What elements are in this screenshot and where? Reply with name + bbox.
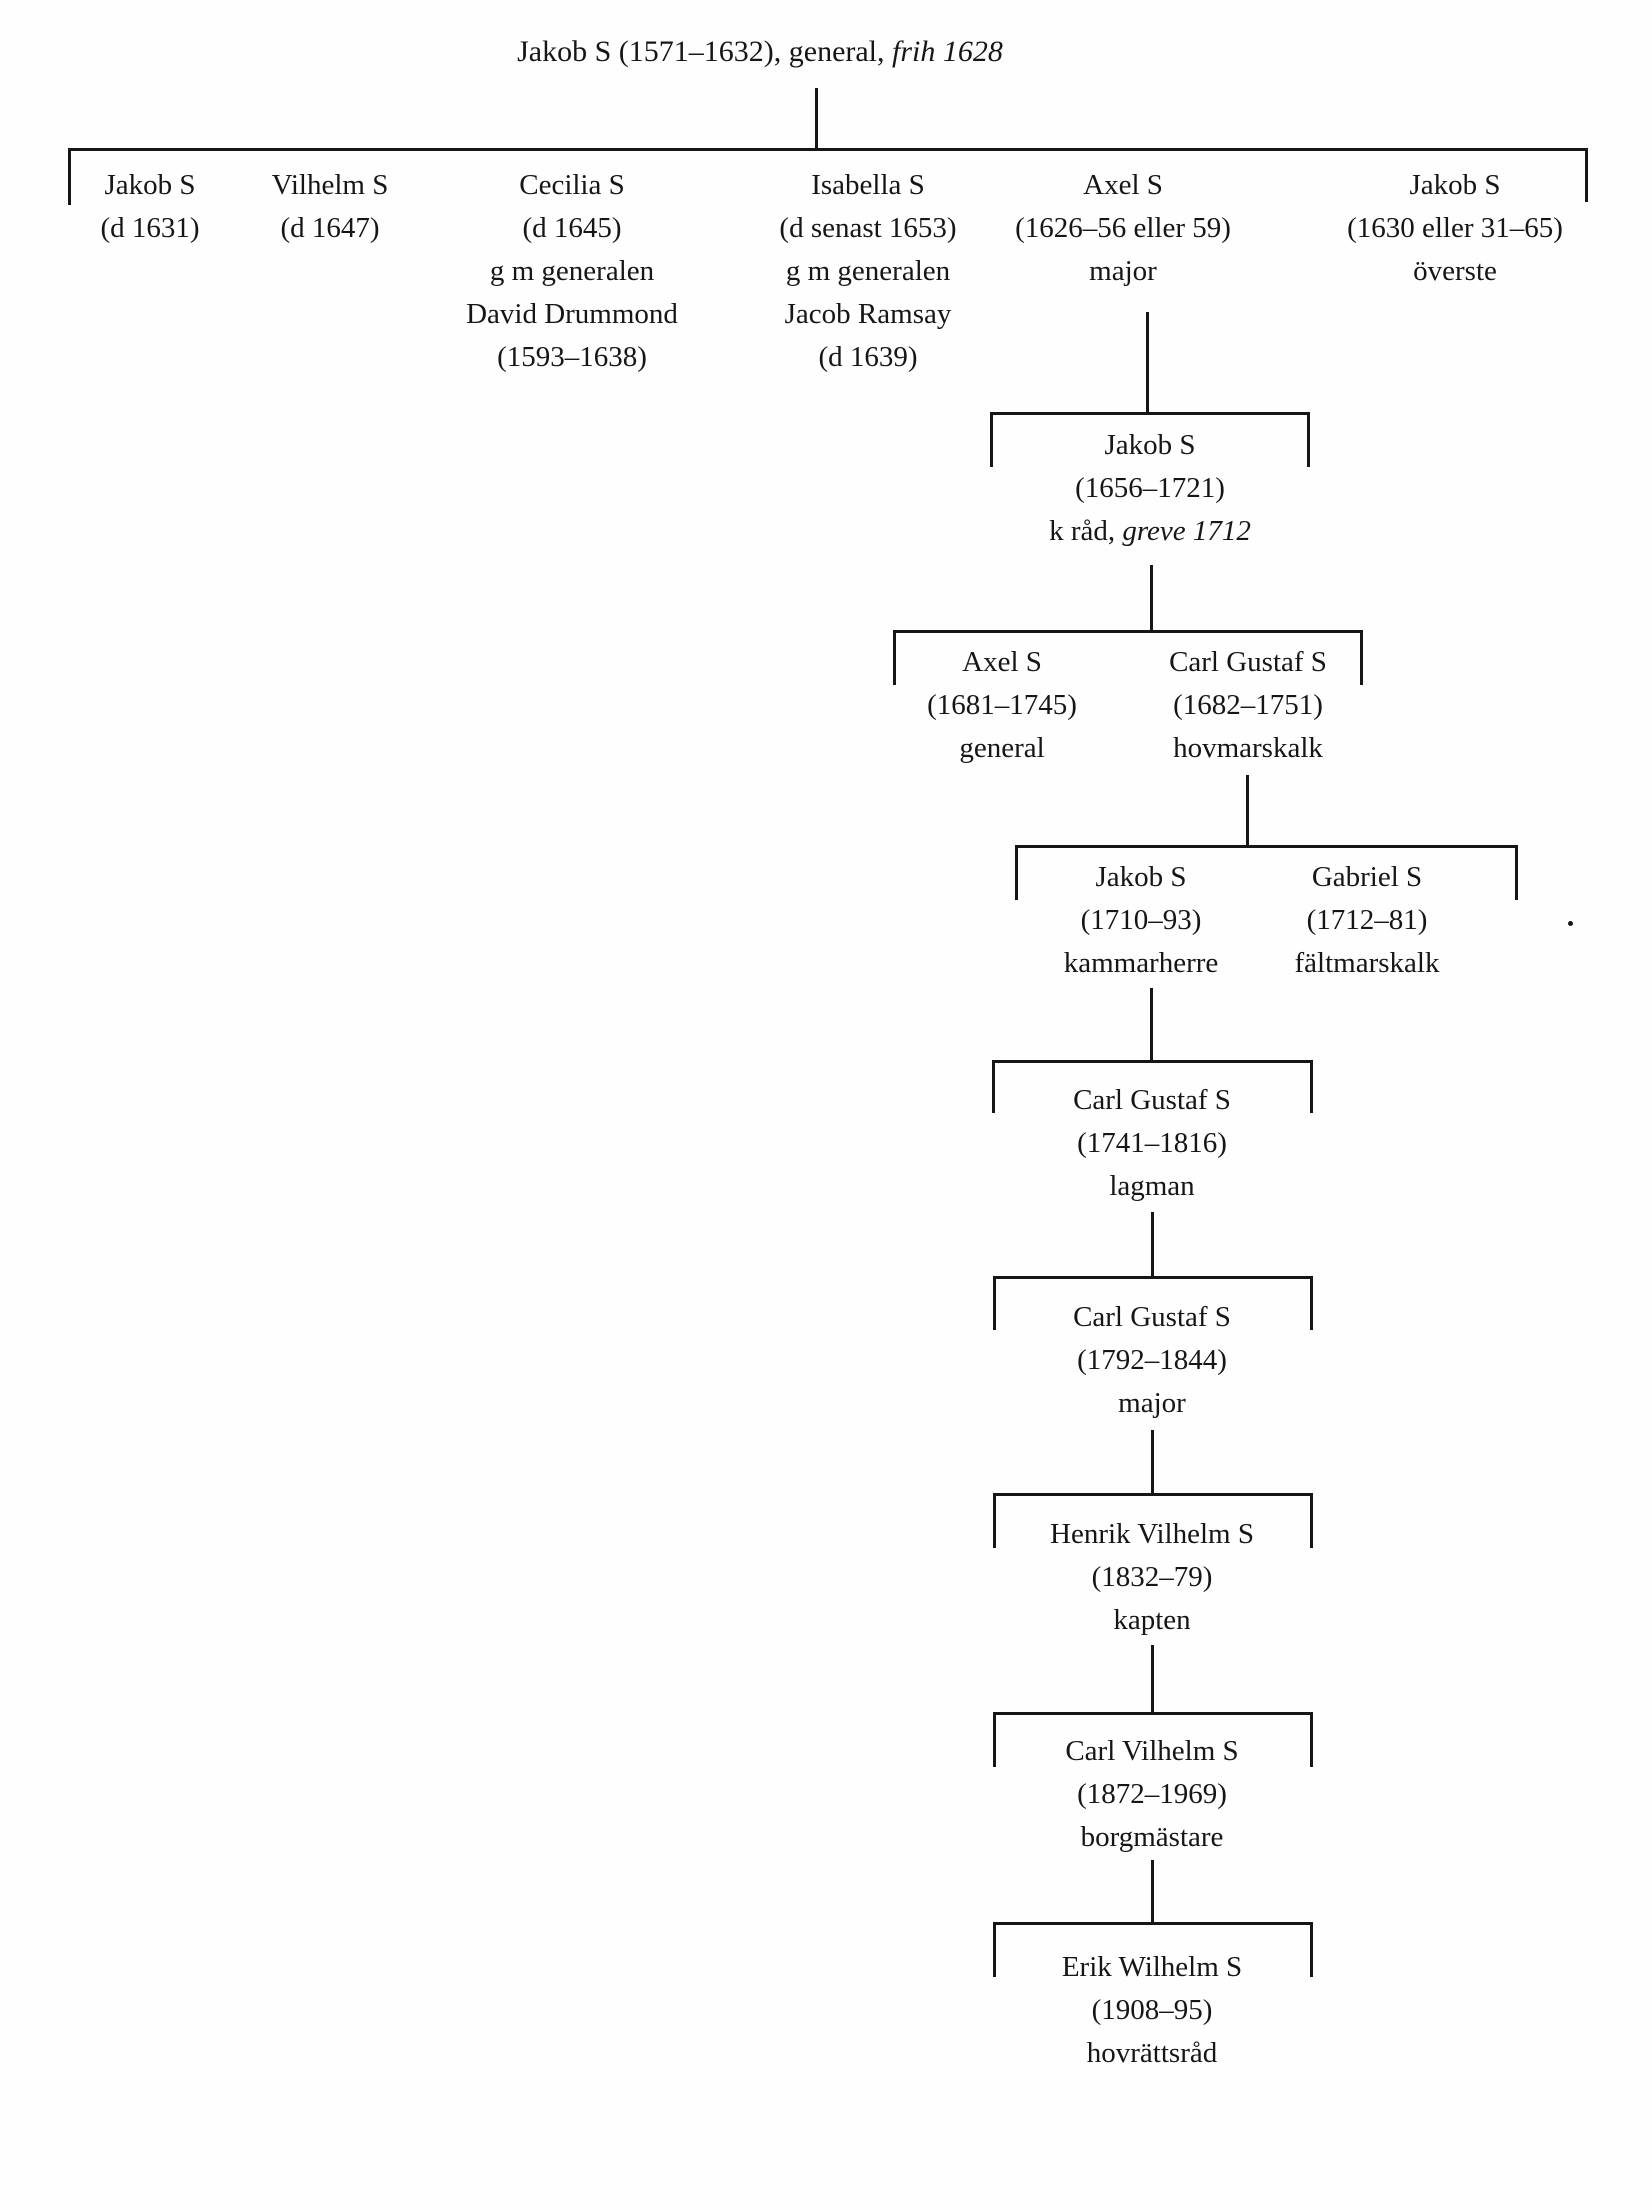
connector-gen2-bar: [990, 412, 1310, 415]
person-dates: (1626–56 eller 59): [1015, 212, 1231, 244]
person-spouse-dates: (1593–1638): [497, 341, 647, 373]
ink-speck: [1568, 921, 1573, 926]
person-dates: (d 1647): [280, 212, 380, 244]
person-name: Jakob S: [1104, 429, 1196, 461]
person-name: Erik Wilhelm S: [1061, 1951, 1243, 1983]
connector-gen9-bar: [993, 1922, 1313, 1925]
person-erik-wilhelm-s-1908: [992, 1946, 1312, 2075]
person-ennoblement: greve 1712: [1122, 515, 1251, 547]
connector-gen1-bar: [68, 148, 1588, 151]
person-name: Carl Vilhelm S: [1065, 1735, 1239, 1767]
person-role-text: k råd,: [1049, 515, 1116, 547]
connector-carlgustaf1682-stem: [1246, 775, 1249, 845]
person-marriage-line: g m generalen: [785, 255, 951, 287]
person-role: kapten: [1113, 1604, 1191, 1636]
person-name: Carl Gustaf S: [1073, 1301, 1231, 1333]
person-role: hovmarskalk: [1173, 732, 1323, 764]
connector-root-stem: [815, 88, 818, 148]
person-ennoblement: frih 1628: [892, 35, 1003, 68]
person-spouse-name: David Drummond: [466, 298, 678, 330]
person-role: hovrättsråd: [1086, 2037, 1218, 2069]
person-role: general: [959, 732, 1045, 764]
person-dates: (1832–79): [1091, 1561, 1213, 1593]
person-dates: (1792–1844): [1077, 1344, 1227, 1376]
person-dates: (d 1645): [522, 212, 622, 244]
connector-axel1626-stem: [1146, 312, 1149, 412]
person-spouse-name: Jacob Ramsay: [784, 298, 952, 330]
connector-gen4-bar: [1015, 845, 1518, 848]
person-marriage-line: g m generalen: [489, 255, 655, 287]
person-name: Carl Gustaf S: [1169, 646, 1327, 678]
person-jakob-s-1571: [460, 30, 1060, 73]
connector-gen7-bar: [993, 1493, 1313, 1496]
person-axel-s-1626: [958, 164, 1288, 293]
person-name: Axel S: [1083, 169, 1163, 201]
person-role: major: [1118, 1387, 1186, 1419]
person-carl-gustaf-s-1682: [1128, 641, 1368, 770]
person-role: fältmarskalk: [1294, 947, 1440, 979]
person-role: borgmästare: [1080, 1821, 1224, 1853]
person-carl-gustaf-s-1792: [992, 1296, 1312, 1425]
connector-gen3-bar: [893, 630, 1363, 633]
connector-henrik1832-stem: [1151, 1645, 1154, 1712]
person-role: [970, 510, 1330, 553]
person-role: major: [1089, 255, 1157, 287]
person-role: lagman: [1109, 1170, 1195, 1202]
person-jakob-s-1710: [1031, 856, 1251, 985]
person-dates: (d 1631): [100, 212, 200, 244]
person-henrik-vilhelm-s-1832: [992, 1513, 1312, 1642]
person-name: Jakob S: [1095, 861, 1187, 893]
person-dates: (1681–1745): [927, 689, 1077, 721]
connector-jakob1656-stem: [1150, 565, 1153, 630]
person-axel-s-1681: [882, 641, 1122, 770]
person-name: Isabella S: [811, 169, 925, 201]
person-jakob-s-1656: [970, 424, 1330, 553]
person-name: Carl Gustaf S: [1073, 1084, 1231, 1116]
person-dates: (d senast 1653): [779, 212, 957, 244]
person-name-dates: Jakob S (1571–1632), general,: [517, 35, 885, 68]
connector-gen4-left-tick: [1015, 845, 1018, 900]
connector-gen4-right-tick: [1515, 845, 1518, 900]
person-name: Axel S: [962, 646, 1042, 678]
person-dates: (1712–81): [1306, 904, 1428, 936]
connector-carlgustaf1741-stem: [1151, 1212, 1154, 1276]
person-dates: (1682–1751): [1173, 689, 1323, 721]
person-spouse-dates: (d 1639): [818, 341, 918, 373]
person-name: Jakob S: [104, 169, 196, 201]
person-dates: (1872–1969): [1077, 1778, 1227, 1810]
person-role: kammarherre: [1063, 947, 1219, 979]
person-name: Jakob S: [1409, 169, 1501, 201]
person-dates: (1656–1721): [1075, 472, 1225, 504]
connector-carlgustaf1792-stem: [1151, 1430, 1154, 1493]
person-name: Cecilia S: [519, 169, 625, 201]
connector-gen6-bar: [993, 1276, 1313, 1279]
person-dates: (1741–1816): [1077, 1127, 1227, 1159]
person-name: Vilhelm S: [271, 169, 389, 201]
person-carl-gustaf-s-1741: [992, 1079, 1312, 1208]
connector-gen8-bar: [993, 1712, 1313, 1715]
person-dates: (1908–95): [1091, 1994, 1213, 2026]
person-dates: (1710–93): [1080, 904, 1202, 936]
person-gabriel-s-1712: [1257, 856, 1477, 985]
connector-jakob1710-stem: [1150, 988, 1153, 1060]
connector-carlvilhelm1872-stem: [1151, 1860, 1154, 1922]
person-role: överste: [1413, 255, 1497, 287]
person-dates: (1630 eller 31–65): [1347, 212, 1563, 244]
person-cecilia-s: [407, 164, 737, 379]
person-name: Gabriel S: [1311, 861, 1423, 893]
person-jakob-s-1630: [1285, 164, 1625, 293]
person-carl-vilhelm-s-1872: [992, 1730, 1312, 1859]
connector-gen5-bar: [992, 1060, 1313, 1063]
person-name: Henrik Vilhelm S: [1050, 1518, 1254, 1550]
